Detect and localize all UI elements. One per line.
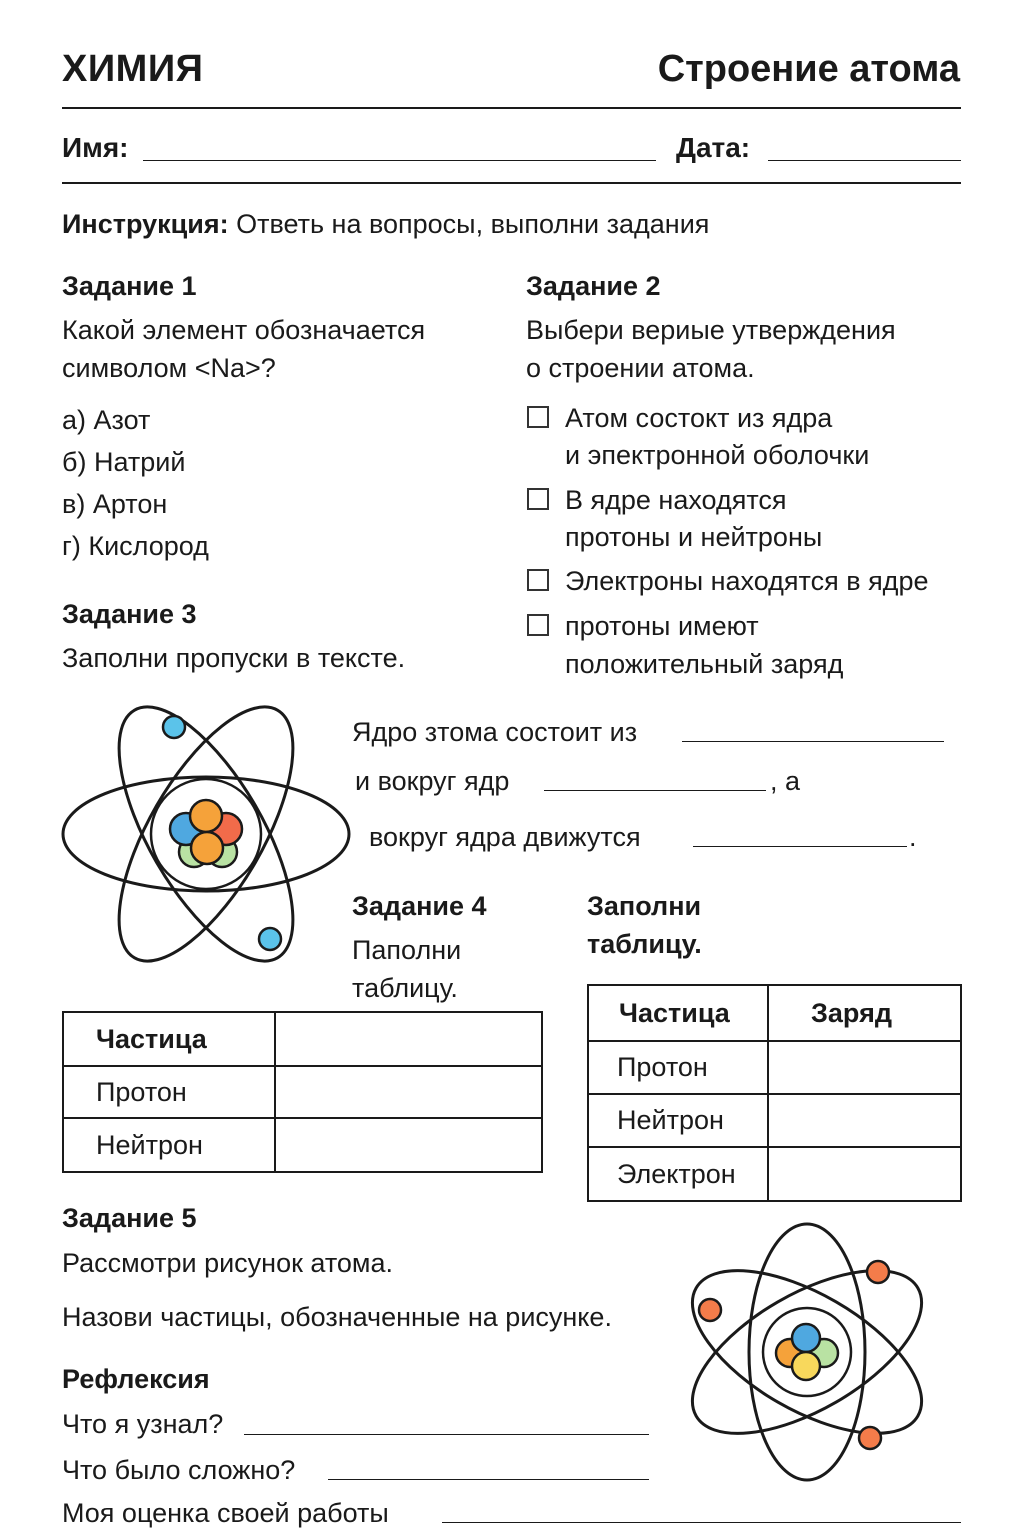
instruction-text: Ответь на вопросы, выполни задания bbox=[236, 209, 710, 239]
charge-table-header-particle: Частица bbox=[588, 985, 768, 1041]
date-label: Дата: bbox=[676, 132, 751, 163]
task2-question-line2: о строении атома. bbox=[526, 353, 755, 383]
charge-table-row-neutron: Нейтрон bbox=[588, 1094, 768, 1147]
statement4-line1: протоны имеют bbox=[565, 611, 759, 641]
task5-line1: Рассмотри рисунок атома. bbox=[62, 1248, 394, 1278]
name-label: Имя: bbox=[62, 132, 129, 163]
task2-title: Задание 2 bbox=[526, 271, 661, 301]
task4-cell-proton: Протон bbox=[63, 1066, 275, 1118]
statement3-line1: Электроны находятся в ядре bbox=[565, 566, 929, 596]
task4-instruction-line2: таблицу. bbox=[352, 973, 458, 1003]
table2-instruction-line1: Заполни bbox=[587, 891, 702, 921]
task3-line2-start: и вокруг ядр bbox=[355, 766, 510, 796]
task1-option-c[interactable]: в) Артон bbox=[62, 489, 168, 519]
task3-line3: вокруг ядра движутся bbox=[369, 822, 641, 852]
statement1-line2: и эпектронной оболочки bbox=[565, 440, 870, 470]
reflection-title: Рефлексия bbox=[62, 1364, 210, 1394]
reflection-answer-3[interactable] bbox=[442, 1522, 961, 1523]
instruction-label: Инструкция: bbox=[62, 209, 229, 239]
task4-instruction-line1: Паполни bbox=[352, 935, 462, 965]
task1-question-line1: Какой элемент обозначается bbox=[62, 315, 426, 345]
statement2-line2: протоны и нейтроны bbox=[565, 522, 823, 552]
reflection-answer-2[interactable] bbox=[328, 1479, 649, 1480]
subject-title: ХИМИЯ bbox=[62, 48, 204, 90]
reflection-q1: Что я узнал? bbox=[62, 1409, 224, 1439]
task4-title: Задание 4 bbox=[352, 891, 487, 921]
task3-instruction: Заполни пропуски в тексте. bbox=[62, 643, 406, 673]
statement4-line2: положительный заряд bbox=[565, 649, 844, 679]
charge-table-row-electron: Электрон bbox=[588, 1147, 768, 1201]
task4-cell-header: Частица bbox=[63, 1012, 275, 1066]
task3-line1: Ядро зтома состоит из bbox=[352, 717, 638, 747]
task3-line3-end: . bbox=[909, 822, 917, 852]
task2-question-line1: Выбери вериые утверждения bbox=[526, 315, 896, 345]
task1-option-a[interactable]: а) Азот bbox=[62, 405, 151, 435]
task3-title: Задание 3 bbox=[62, 599, 197, 629]
task1-title: Задание 1 bbox=[62, 271, 197, 301]
task4-cell-neutron: Нейтрон bbox=[63, 1118, 275, 1172]
statement1-line1: Атом состокт из ядра bbox=[565, 403, 833, 433]
task1-option-d[interactable]: г) Кислород bbox=[62, 531, 209, 561]
reflection-answer-1[interactable] bbox=[244, 1434, 649, 1435]
task1-option-b[interactable]: б) Натрий bbox=[62, 447, 186, 477]
task5-line2: Назови частицы, обозначенные на рисунке. bbox=[62, 1302, 612, 1332]
table2-instruction-line2: таблицу. bbox=[587, 929, 702, 959]
reflection-q2: Что было сложно? bbox=[62, 1455, 296, 1485]
charge-table-row-proton: Протон bbox=[588, 1041, 768, 1094]
statement2-line1: В ядре находятся bbox=[565, 485, 787, 515]
reflection-q3: Моя оценка своей работы bbox=[62, 1498, 389, 1528]
task1-question-line2: символом <Na>? bbox=[62, 353, 276, 383]
topic-title: Строение атома bbox=[657, 48, 960, 90]
charge-table-header-charge: Заряд bbox=[768, 985, 961, 1041]
task3-line2-end: , а bbox=[770, 766, 801, 796]
task5-title: Задание 5 bbox=[62, 1203, 197, 1233]
